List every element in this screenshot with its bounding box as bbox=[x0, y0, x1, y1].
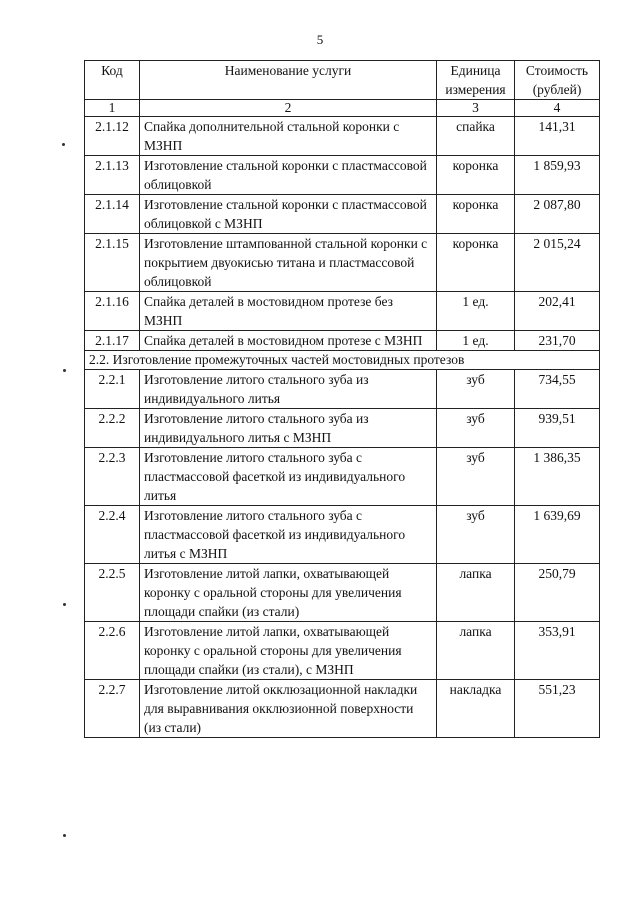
header-name: Наименование услуги bbox=[140, 61, 437, 100]
row-unit: лапка bbox=[437, 622, 515, 680]
row-code: 2.2.3 bbox=[85, 448, 140, 506]
row-name: Изготовление литого стального зуба с пластмассовой фасеткой из индивидуального литья bbox=[140, 448, 437, 506]
row-name: Изготовление литого стального зуба из индивидуального литья с МЗНП bbox=[140, 409, 437, 448]
row-unit: зуб bbox=[437, 370, 515, 409]
row-cost: 939,51 bbox=[515, 409, 600, 448]
row-unit: лапка bbox=[437, 564, 515, 622]
row-code: 2.2.2 bbox=[85, 409, 140, 448]
section-row bbox=[85, 351, 600, 370]
row-cost: 1 859,93 bbox=[515, 156, 600, 195]
row-unit: 1 ед. bbox=[437, 292, 515, 331]
table-row bbox=[85, 195, 600, 234]
row-cost: 231,70 bbox=[515, 331, 600, 351]
scan-speck bbox=[62, 143, 65, 146]
row-code: 2.1.13 bbox=[85, 156, 140, 195]
price-table bbox=[84, 60, 600, 738]
row-name: Изготовление литого стального зуба с пластмассовой фасеткой из индивидуального литья с МЗНП bbox=[140, 506, 437, 564]
row-unit: коронка bbox=[437, 156, 515, 195]
header-code: Код bbox=[85, 61, 140, 100]
table-body-section-heading bbox=[85, 351, 600, 370]
table-row bbox=[85, 448, 600, 506]
header-cost: Стоимость (рублей) bbox=[515, 61, 600, 100]
table-row bbox=[85, 156, 600, 195]
row-cost: 141,31 bbox=[515, 117, 600, 156]
row-unit: коронка bbox=[437, 195, 515, 234]
row-unit: зуб bbox=[437, 506, 515, 564]
table-row bbox=[85, 622, 600, 680]
row-code: 2.1.16 bbox=[85, 292, 140, 331]
row-unit: 1 ед. bbox=[437, 331, 515, 351]
table-row bbox=[85, 506, 600, 564]
column-number: 3 bbox=[437, 100, 515, 117]
row-unit: зуб bbox=[437, 409, 515, 448]
row-cost: 1 386,35 bbox=[515, 448, 600, 506]
row-code: 2.1.17 bbox=[85, 331, 140, 351]
header-row bbox=[85, 61, 600, 100]
page-number: 5 bbox=[316, 32, 324, 47]
row-cost: 250,79 bbox=[515, 564, 600, 622]
row-name: Спайка дополнительной стальной коронки с МЗНП bbox=[140, 117, 437, 156]
row-cost: 551,23 bbox=[515, 680, 600, 738]
row-unit: зуб bbox=[437, 448, 515, 506]
table-body-section-2-2 bbox=[85, 370, 600, 738]
table-row bbox=[85, 331, 600, 351]
scan-speck bbox=[63, 834, 66, 837]
row-name: Изготовление литого стального зуба из индивидуального литья bbox=[140, 370, 437, 409]
row-name: Изготовление литой лапки, охватывающей коронку с оральной стороны для увеличения площади спайки (из стали), с МЗНП bbox=[140, 622, 437, 680]
table-row bbox=[85, 234, 600, 292]
row-code: 2.2.5 bbox=[85, 564, 140, 622]
scan-speck bbox=[63, 369, 66, 372]
row-unit: коронка bbox=[437, 234, 515, 292]
column-number: 2 bbox=[140, 100, 437, 117]
column-number-row bbox=[85, 100, 600, 117]
row-name: Изготовление штампованной стальной коронки с покрытием двуокисью титана и пластмассовой облицовкой bbox=[140, 234, 437, 292]
row-cost: 2 087,80 bbox=[515, 195, 600, 234]
table-row bbox=[85, 564, 600, 622]
row-name: Спайка деталей в мостовидном протезе с МЗНП bbox=[140, 331, 437, 351]
scan-speck bbox=[63, 603, 66, 606]
row-code: 2.1.14 bbox=[85, 195, 140, 234]
row-code: 2.2.1 bbox=[85, 370, 140, 409]
row-code: 2.2.4 bbox=[85, 506, 140, 564]
row-cost: 202,41 bbox=[515, 292, 600, 331]
row-code: 2.2.6 bbox=[85, 622, 140, 680]
row-unit: накладка bbox=[437, 680, 515, 738]
row-code: 2.2.7 bbox=[85, 680, 140, 738]
row-unit: спайка bbox=[437, 117, 515, 156]
row-code: 2.1.15 bbox=[85, 234, 140, 292]
table-body-section-2-1 bbox=[85, 117, 600, 351]
row-name: Изготовление стальной коронки с пластмассовой облицовкой с МЗНП bbox=[140, 195, 437, 234]
section-title: 2.2. Изготовление промежуточных частей мостовидных протезов bbox=[85, 351, 600, 370]
table-row bbox=[85, 370, 600, 409]
column-number: 1 bbox=[85, 100, 140, 117]
row-cost: 353,91 bbox=[515, 622, 600, 680]
column-number: 4 bbox=[515, 100, 600, 117]
row-cost: 1 639,69 bbox=[515, 506, 600, 564]
row-name: Изготовление литой лапки, охватывающей коронку с оральной стороны для увеличения площади спайки (из стали) bbox=[140, 564, 437, 622]
table-row bbox=[85, 680, 600, 738]
header-unit: Единица измерения bbox=[437, 61, 515, 100]
row-cost: 734,55 bbox=[515, 370, 600, 409]
row-name: Изготовление стальной коронки с пластмассовой облицовкой bbox=[140, 156, 437, 195]
row-cost: 2 015,24 bbox=[515, 234, 600, 292]
row-name: Спайка деталей в мостовидном протезе без МЗНП bbox=[140, 292, 437, 331]
row-code: 2.1.12 bbox=[85, 117, 140, 156]
table-row bbox=[85, 409, 600, 448]
table-row bbox=[85, 292, 600, 331]
table-row bbox=[85, 117, 600, 156]
row-name: Изготовление литой окклюзационной накладки для выравнивания окклюзионной поверхности (из стали) bbox=[140, 680, 437, 738]
